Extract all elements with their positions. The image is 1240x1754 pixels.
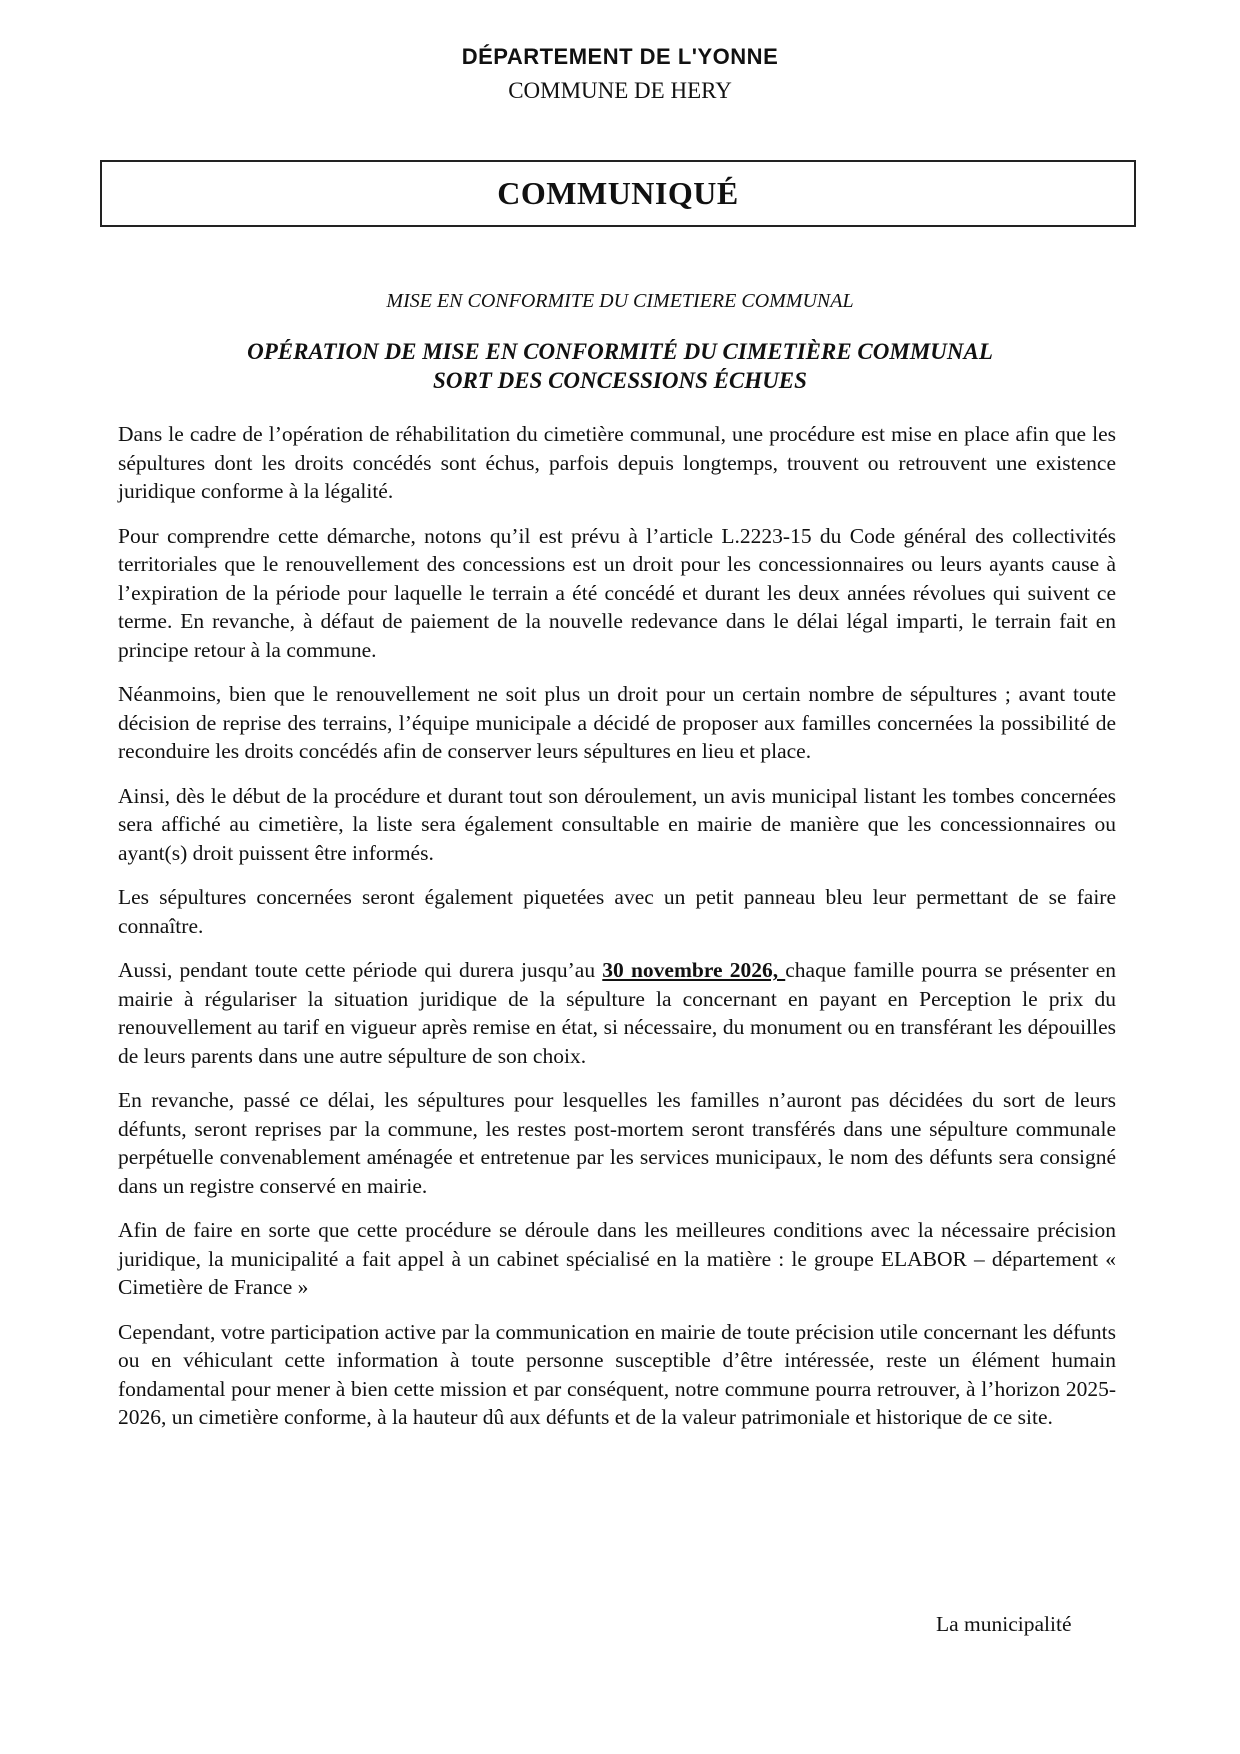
paragraph-1: Dans le cadre de l’opération de réhabilitation du cimetière communal, une procédure est mise en place afin que les sépultures dont les droits concédés sont échus, parfois depuis longtemps, trouvent ou retrouvent une existence juridique conforme à la légalité. (118, 422, 1116, 503)
deadline-date: 30 novembre 2026, (602, 958, 786, 982)
paragraph-8: Afin de faire en sorte que cette procédure se déroule dans les meilleures conditions avec la nécessaire précision juridique, la municipalité a fait appel à un cabinet spécialisé en la matière : le groupe ELABOR – département « Cimetière de France » (118, 1218, 1116, 1299)
paragraph-6-start: Aussi, pendant toute cette période qui durera jusqu’au (118, 958, 603, 982)
signature: La municipalité (936, 1612, 1072, 1636)
paragraph-3: Néanmoins, bien que le renouvellement ne soit plus un droit pour un certain nombre de sépultures ; avant toute décision de reprise des terrains, l’équipe municipale a décidé de proposer aux familles concernées la possibilité de reconduire les droits concédés afin de conserver leurs sépultures en lieu et place. (118, 682, 1116, 763)
paragraph-4: Ainsi, dès le début de la procédure et durant tout son déroulement, un avis municipal listant les tombes concernées sera affiché au cimetière, la liste sera également consultable en mairie de manière que les concessionnaires ou ayant(s) droit puissent être informés. (118, 783, 1116, 865)
paragraph-5: Les sépultures concernées seront également piquetées avec un petit panneau bleu leur permettant de se faire connaître. (118, 885, 1116, 938)
paragraph-2: Pour comprendre cette démarche, notons qu’il est prévu à l’article L.2223-15 du Code général des collectivités territoriales que le renouvellement des concessions est un droit pour les concessionnaires ou leurs ayants cause à l’expiration de la période pour laquelle le terrain a été concédé et durant les deux années révolues qui suivent ce terme. En revanche, à défaut de paiement de la nouvelle redevance dans le délai légal imparti, le terrain fait en principe retour à la commune. (118, 523, 1116, 662)
department-header: DÉPARTEMENT DE L'YONNE (461, 44, 779, 69)
body-text (118, 420, 1116, 1448)
paragraph-6-end: chaque famille pourra se présenter en mairie à régulariser la situation juridique de la sépulture la concernant en payant en Perception le prix du renouvellement au tarif en vigueur après remise en état, si nécessaire, du monument ou en transférant les dépouilles de leurs parents dans une autre sépulture de son choix. (118, 958, 1116, 1068)
commune-header: COMMUNE DE HERY (508, 78, 732, 103)
paragraph-9: Cependant, votre participation active par la communication en mairie de toute précision utile concernant les défunts ou en véhiculant cette information à toute personne susceptible d’être intéressée, reste un élément humain fondamental pour mener à bien cette mission et par conséquent, notre commune pourra retrouver, à l’horizon 2025-2026, un cimetière conforme, à la hauteur dû aux défunts et de la valeur patrimoniale et historique de ce site. (118, 1319, 1116, 1429)
heading-line-1: OPÉRATION DE MISE EN CONFORMITÉ DU CIMETIÈRE COMMUNAL (247, 339, 993, 364)
subtitle: MISE EN CONFORMITE DU CIMETIERE COMMUNAL (386, 290, 854, 312)
title-box (100, 160, 1136, 227)
heading-line-2: SORT DES CONCESSIONS ÉCHUES (433, 368, 807, 393)
document-title: COMMUNIQUÉ (497, 175, 739, 211)
heading (0, 337, 1240, 395)
paragraph-6 (118, 956, 1116, 1070)
paragraph-7: En revanche, passé ce délai, les sépultures pour lesquelles les familles n’auront pas décidées du sort de leurs défunts, seront reprises par la commune, les restes post-mortem seront transférés dans une sépulture communale perpétuelle convenablement aménagée et entretenue par les services municipaux, le nom des défunts sera consigné dans un registre conservé en mairie. (118, 1088, 1116, 1198)
